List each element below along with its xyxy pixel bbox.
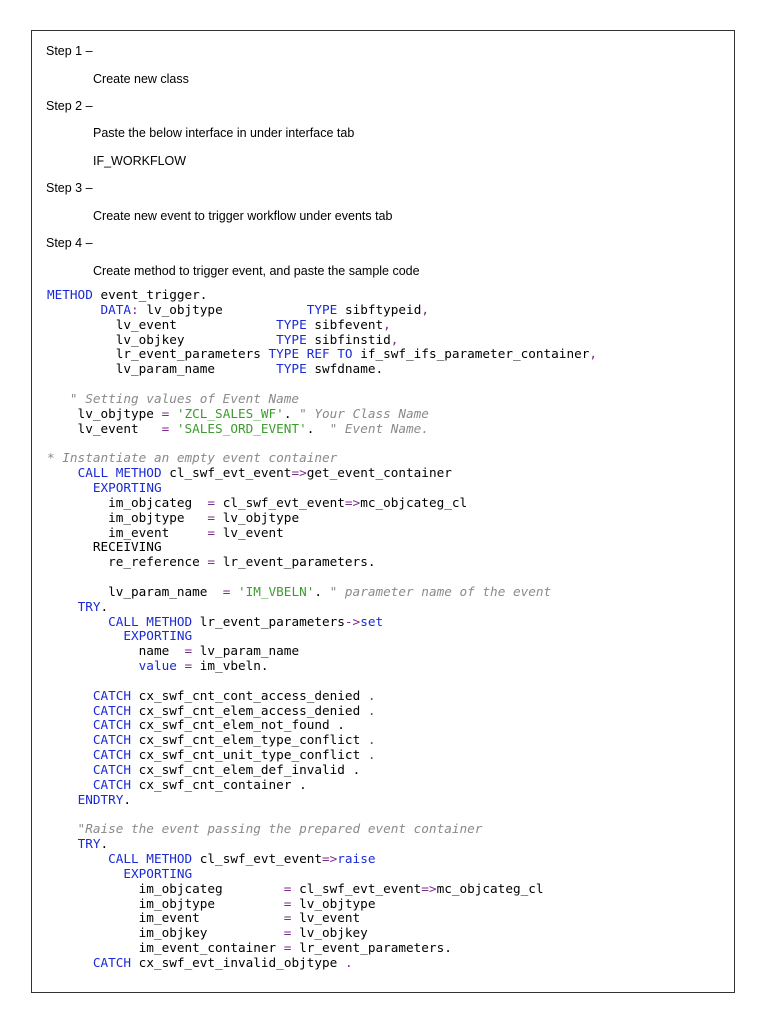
code-token: . (283, 405, 300, 421)
step-4-heading: Step 4 – (46, 236, 93, 250)
step-3-heading: Step 3 – (46, 181, 93, 195)
code-token (47, 732, 93, 747)
code-token (177, 658, 185, 673)
code-token: . (100, 598, 109, 614)
code-line (47, 377, 727, 392)
code-token (169, 421, 177, 436)
code-token: => (291, 465, 307, 481)
code-token: im_event (47, 910, 284, 926)
step-3-text: Create new event to trigger workflow under events tab (93, 209, 393, 223)
step-1-heading: Step 1 – (46, 44, 93, 58)
code-token: . (123, 791, 132, 807)
code-line (47, 644, 727, 659)
code-line (47, 422, 727, 437)
code-token: , (421, 301, 429, 317)
code-token: name (47, 643, 185, 659)
code-token (47, 762, 93, 777)
code-line (47, 689, 727, 704)
code-token: CATCH (92, 747, 132, 763)
code-token: 'SALES_ORD_EVENT' (176, 420, 307, 436)
code-token: = (207, 509, 216, 525)
code-line (47, 659, 727, 674)
code-token: set (360, 613, 384, 629)
step-1-text: Create new class (93, 72, 189, 86)
code-token: : (131, 301, 139, 317)
code-token: " parameter name of the event (329, 583, 552, 599)
code-token: im_event_container (47, 940, 284, 956)
code-token: . (367, 687, 376, 703)
code-token: " Setting values of Event Name (47, 390, 300, 406)
code-token: lv_param_name (192, 643, 300, 659)
code-token: cx_swf_cnt_elem_access_denied (131, 702, 368, 718)
code-token: if_swf_ifs_parameter_container (352, 346, 590, 362)
code-token: lv_objkey (47, 331, 277, 347)
code-token (47, 658, 139, 673)
code-line (47, 481, 727, 496)
code-line (47, 407, 727, 422)
code-line (47, 808, 727, 823)
code-token: => (421, 880, 437, 896)
code-token: cx_swf_cnt_unit_type_conflict (131, 747, 368, 763)
code-token: . (344, 954, 353, 970)
code-token: im_objcateg (47, 494, 208, 510)
code-token: lv_event (291, 910, 361, 926)
code-line (47, 347, 727, 362)
code-token: = (283, 940, 292, 956)
code-line (47, 867, 727, 882)
code-token: = (283, 880, 292, 896)
code-token: lr_event_parameters (192, 613, 345, 629)
code-token (47, 836, 78, 851)
code-token: re_reference (47, 554, 208, 570)
code-token: "Raise the event passing the prepared event container (47, 821, 483, 837)
code-token: lv_param_name (47, 361, 277, 377)
code-token (169, 406, 177, 421)
code-token (47, 599, 78, 614)
code-token: ENDTRY (77, 791, 124, 807)
code-token: cl_swf_evt_event (192, 851, 322, 867)
code-token: = (207, 494, 216, 510)
step-2-interface-name: IF_WORKFLOW (93, 154, 187, 168)
code-token: . (367, 747, 376, 763)
code-token: TRY (77, 598, 101, 614)
code-token: CALL METHOD (108, 851, 193, 867)
code-token: = (207, 524, 216, 540)
code-line (47, 451, 727, 466)
code-line (47, 288, 727, 303)
code-token: value (138, 658, 177, 674)
code-token (47, 717, 93, 732)
code-token: = (283, 925, 292, 941)
code-token: cx_swf_cnt_container . (131, 776, 307, 792)
code-token (47, 777, 93, 792)
code-line (47, 303, 727, 318)
code-token: = (184, 658, 193, 674)
code-token: . (367, 702, 376, 718)
code-token (47, 465, 78, 480)
code-token (47, 628, 123, 643)
code-token: im_objkey (47, 925, 284, 941)
code-token: swfdname. (306, 361, 384, 377)
code-token: TYPE (276, 316, 307, 332)
code-token (47, 614, 108, 629)
code-line (47, 600, 727, 615)
code-line (47, 911, 727, 926)
code-token: lv_objtype (215, 509, 300, 525)
code-token: lv_objtype (291, 895, 376, 911)
code-token: sibfevent (306, 316, 384, 332)
code-line (47, 733, 727, 748)
code-token: im_objtype (47, 895, 284, 911)
code-token: " Your Class Name (299, 405, 429, 421)
code-token: CATCH (92, 762, 132, 777)
code-token: = (184, 643, 193, 659)
code-token (47, 688, 93, 703)
code-token: lv_event (47, 420, 162, 436)
code-token: sibftypeid (337, 301, 422, 317)
code-token: . (314, 583, 330, 599)
code-token (47, 480, 93, 495)
step-2-text: Paste the below interface in under interface tab (93, 126, 355, 140)
code-line (47, 822, 727, 837)
code-line (47, 526, 727, 541)
code-token: = (161, 420, 170, 436)
code-token: lr_event_parameters. (215, 554, 376, 570)
code-token: , (589, 346, 597, 362)
code-line (47, 837, 727, 852)
code-token: TYPE (276, 361, 307, 377)
code-line (47, 318, 727, 333)
code-token: EXPORTING (92, 479, 162, 495)
code-line (47, 496, 727, 511)
code-token: TRY (77, 836, 101, 852)
code-line (47, 362, 727, 377)
code-token: " Event Name. (329, 420, 429, 436)
code-token: raise (337, 851, 376, 867)
code-token (230, 584, 238, 599)
code-token: * Instantiate an empty event container (47, 450, 338, 466)
code-token: = (207, 554, 216, 570)
code-token: lv_objtype (47, 405, 162, 421)
code-token: im_event (47, 524, 208, 540)
code-token: mc_objcateg_cl (360, 494, 468, 510)
code-token: cx_swf_cnt_elem_not_found . (131, 717, 345, 733)
code-line (47, 585, 727, 600)
code-token: RECEIVING (47, 539, 162, 555)
code-token: im_objcateg (47, 880, 284, 896)
code-token: 'IM_VBELN' (237, 583, 315, 599)
code-token: lv_event (47, 316, 277, 332)
code-token: event_trigger. (92, 287, 208, 302)
code-token: CATCH (92, 717, 132, 733)
code-token: TYPE (276, 331, 307, 347)
code-token: => (344, 494, 361, 510)
step-2-heading: Step 2 – (46, 99, 93, 113)
code-token: , (390, 331, 399, 347)
code-token: EXPORTING (123, 628, 193, 644)
code-token: cx_swf_cnt_cont_access_denied (131, 687, 368, 703)
code-line (47, 793, 727, 808)
code-token: CALL METHOD (77, 465, 162, 481)
code-token: = (222, 583, 231, 599)
code-token: CATCH (92, 954, 132, 970)
code-token: cx_swf_evt_invalid_objtype (131, 954, 345, 970)
code-token: METHOD (47, 287, 93, 302)
code-block (47, 288, 727, 971)
code-line (47, 897, 727, 912)
code-token: , (383, 316, 391, 332)
code-line (47, 540, 727, 555)
code-token: cx_swf_cnt_elem_def_invalid . (131, 762, 361, 777)
code-token (47, 302, 100, 317)
code-line (47, 852, 727, 867)
code-token (47, 792, 78, 807)
code-token (47, 747, 93, 762)
code-token: CATCH (92, 732, 132, 748)
code-token: TYPE REF TO (268, 346, 353, 362)
code-token (47, 851, 108, 866)
code-line (47, 615, 727, 630)
code-token: cl_swf_evt_event (161, 465, 292, 481)
code-line (47, 882, 727, 897)
code-token: . (367, 732, 376, 748)
code-token: EXPORTING (123, 865, 193, 881)
code-token: lv_event (215, 524, 284, 540)
code-token: get_event_container (306, 465, 452, 481)
code-line (47, 956, 727, 971)
code-line (47, 555, 727, 570)
code-token: CATCH (92, 702, 132, 718)
code-token: -> (344, 613, 361, 629)
code-token: = (283, 895, 292, 911)
code-token (47, 866, 123, 881)
code-line (47, 629, 727, 644)
code-token: lr_event_parameters. (291, 940, 452, 956)
code-token (47, 703, 93, 718)
code-line (47, 511, 727, 526)
code-token: cl_swf_evt_event (291, 880, 422, 896)
code-token: lv_param_name (47, 583, 223, 599)
code-line (47, 778, 727, 793)
code-token (47, 955, 93, 970)
code-line (47, 436, 727, 451)
code-token: = (283, 910, 292, 926)
code-token: CATCH (92, 776, 132, 792)
code-token: . (306, 420, 330, 436)
code-token: im_objtype (47, 509, 208, 525)
code-line (47, 941, 727, 956)
code-line (47, 926, 727, 941)
code-line (47, 570, 727, 585)
code-token: 'ZCL_SALES_WF' (176, 405, 284, 421)
code-token: = (161, 405, 170, 421)
code-line (47, 763, 727, 778)
code-line (47, 748, 727, 763)
code-token: => (322, 851, 338, 867)
code-token: TYPE (306, 301, 338, 317)
code-token: mc_objcateg_cl (436, 880, 544, 896)
code-line (47, 704, 727, 719)
code-token: lv_objtype (138, 301, 307, 317)
code-token: DATA (100, 301, 132, 317)
code-line (47, 718, 727, 733)
code-token: CALL METHOD (108, 613, 193, 629)
code-token: sibfinstid (306, 331, 391, 347)
code-token: im_vbeln. (192, 658, 269, 674)
code-token: lv_objkey (291, 925, 368, 941)
code-token: cx_swf_cnt_elem_type_conflict (131, 732, 368, 748)
code-token: . (100, 836, 109, 852)
code-line (47, 392, 727, 407)
code-line (47, 333, 727, 348)
code-token: cl_swf_evt_event (215, 494, 345, 510)
code-line (47, 674, 727, 689)
code-token: CATCH (92, 687, 132, 703)
code-line (47, 466, 727, 481)
step-4-text: Create method to trigger event, and paste the sample code (93, 264, 420, 278)
code-token: lr_event_parameters (47, 346, 269, 362)
